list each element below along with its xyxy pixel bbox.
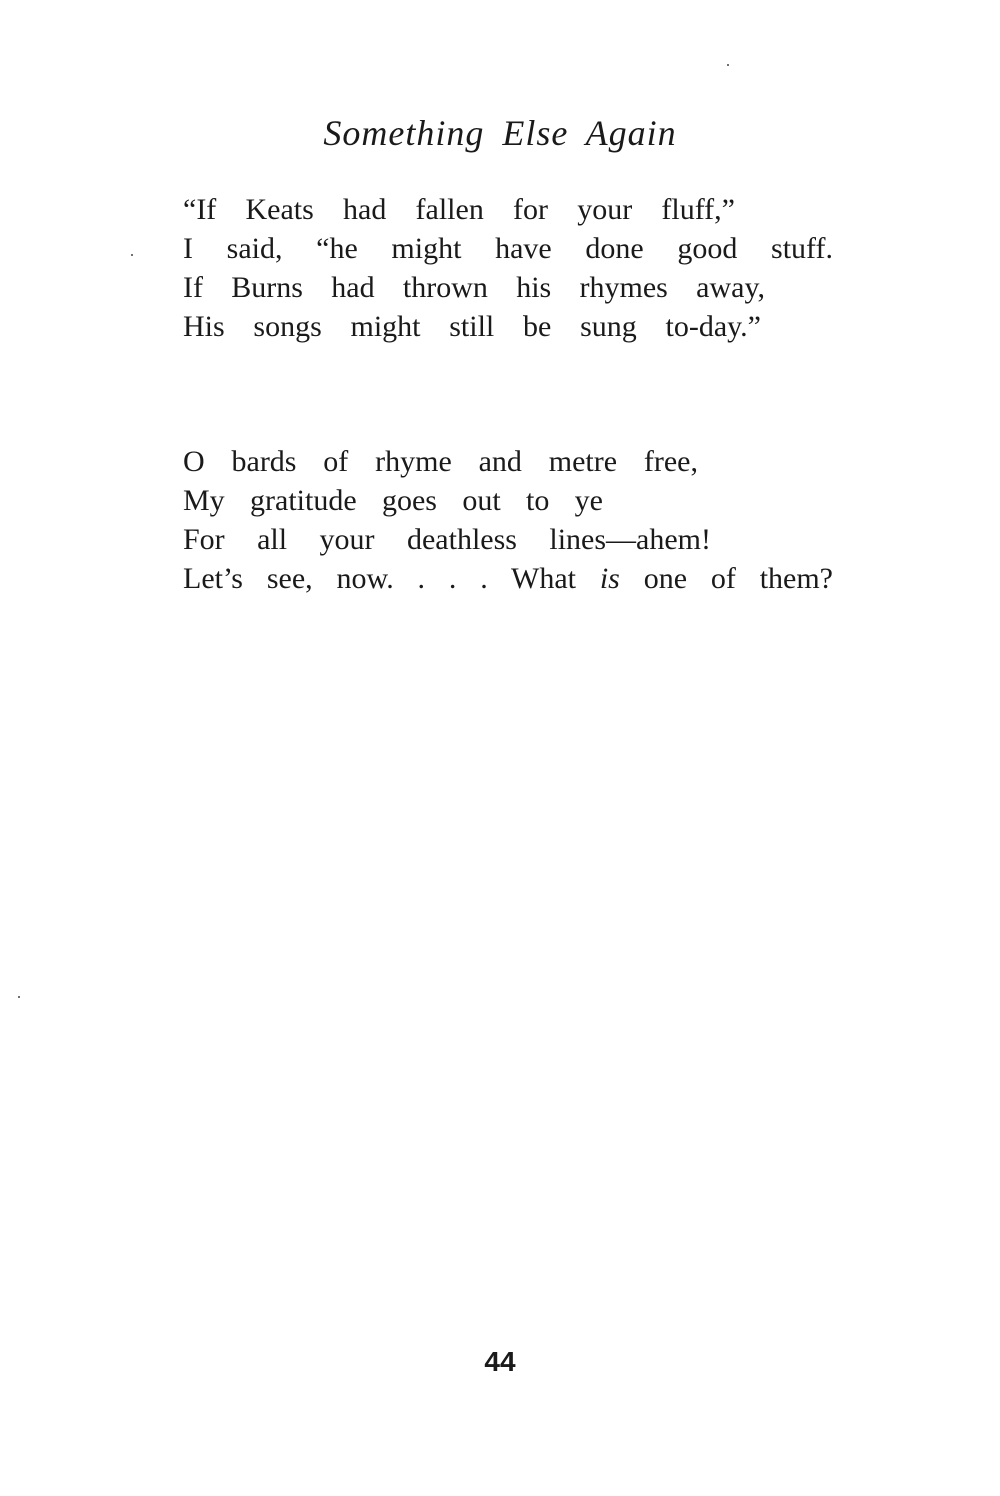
running-head: Something Else Again bbox=[323, 113, 677, 153]
page-number: 44 bbox=[484, 1346, 516, 1377]
verse-line-with-emphasis bbox=[183, 559, 833, 598]
emphasized-word: is bbox=[599, 562, 620, 595]
stanza-1 bbox=[183, 190, 863, 346]
verse-line: My gratitude goes out to ye bbox=[183, 484, 603, 517]
verse-text: Let’s see, now. . . . What bbox=[183, 562, 600, 595]
verse-line: His songs might still be sung to-day.” bbox=[183, 310, 761, 343]
verse-line: I said, “he might have done good stuff. bbox=[183, 232, 833, 265]
stanza-2 bbox=[183, 442, 863, 598]
print-speck bbox=[131, 254, 133, 256]
verse-line: “If Keats had fallen for your fluff,” bbox=[183, 193, 735, 226]
print-speck bbox=[727, 64, 729, 66]
verse-line: O bards of rhyme and metre free, bbox=[183, 445, 698, 478]
print-speck bbox=[18, 996, 20, 998]
verse-line: If Burns had thrown his rhymes away, bbox=[183, 271, 765, 304]
verse-text: one of them? bbox=[619, 562, 833, 595]
verse-line: For all your deathless lines—ahem! bbox=[183, 523, 711, 556]
